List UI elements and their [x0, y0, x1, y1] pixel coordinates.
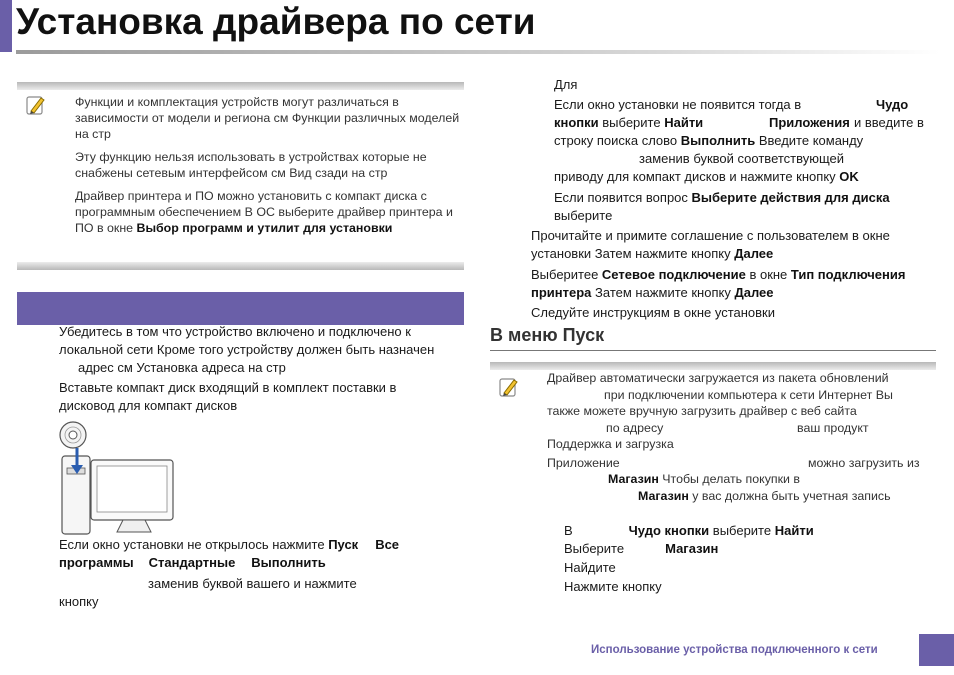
printer-label: принтера	[531, 285, 592, 300]
right-line-13: Следуйте инструкциям в окне установки	[531, 305, 775, 320]
step-1-text: В	[564, 523, 573, 538]
right-line-7	[554, 189, 890, 207]
next-label-2: Далее	[734, 285, 774, 300]
right-line-10-text: установки Затем нажмите кнопку	[531, 246, 735, 261]
note2-line-7	[608, 471, 800, 487]
note2-line-6b: можно загрузить из	[808, 456, 920, 470]
charms-label-2: кнопки	[554, 115, 599, 130]
section-header-bar	[17, 292, 464, 325]
right-line-8: выберите	[554, 208, 613, 223]
right-line-2-text: Если окно установки не появится тогда в	[554, 97, 802, 112]
note2-line-5: Поддержка и загрузка	[547, 437, 674, 451]
right-line-4	[554, 132, 863, 150]
step-2-text: Выберите	[564, 541, 625, 556]
right-line-1: Для	[554, 77, 578, 92]
left-line-4: Вставьте компакт диск входящий в комплект поставки в	[59, 380, 397, 395]
note-bottom-shade	[17, 262, 464, 270]
note2-line-6a: Приложение	[547, 456, 620, 470]
left-line-5: дисковод для компакт дисков	[59, 398, 238, 413]
left-line-2: локальной сети Кроме того устройству должен быть назначен	[59, 342, 435, 357]
title-accent-bar	[0, 0, 12, 52]
step-1-mid: выберите	[709, 523, 775, 538]
store-label-3: Магазин	[665, 541, 719, 556]
run-keyword: Выполнить	[680, 133, 756, 148]
apps-label: Приложения	[769, 115, 850, 130]
network-connection-label: Сетевое подключение	[601, 267, 746, 282]
step-line-4: Нажмите кнопку	[564, 579, 662, 594]
ok-label: OK	[839, 169, 859, 184]
left-line-1: Убедитесь в том что устройство включено и подключено к	[59, 324, 411, 339]
note-paragraph-3	[75, 188, 460, 236]
page-title: Установка драйвера по сети	[16, 1, 536, 42]
left-line-9: кнопку	[59, 594, 99, 609]
right-line-9: Прочитайте и примите соглашение с пользователем в окне	[531, 228, 890, 243]
left-line-8: заменив буквой вашего и нажмите	[148, 576, 357, 591]
right-line-11	[531, 266, 905, 284]
note-paragraph-3-text: Драйвер принтера и ПО можно установить с компакт диска с программным обеспечением В ОС выберите драйвер принтера и ПО в окне	[75, 189, 453, 235]
step-line-1	[564, 522, 814, 540]
choose-action-label: Выберите действия для диска	[691, 190, 890, 205]
left-line-3: адрес см Установка адреса на стр	[78, 360, 286, 375]
note-top-shade	[17, 82, 464, 90]
charms-label-1: Чудо	[876, 97, 909, 112]
title-divider	[16, 50, 940, 54]
note-box-driver	[490, 362, 936, 512]
right-line-6-text: приводу для компакт дисков и нажмите кнопку	[554, 169, 840, 184]
right-line-6	[554, 168, 859, 186]
find-label-2: Найти	[774, 523, 814, 538]
note-pencil-icon	[25, 94, 47, 116]
note-body	[75, 94, 460, 243]
right-line-7-text: Если появится вопрос	[554, 190, 692, 205]
right-line-2	[554, 96, 914, 114]
connection-type-label: Тип подключения	[790, 267, 906, 282]
step-line-2	[564, 540, 718, 558]
right-line-4-tail: Введите команду	[755, 133, 864, 148]
right-line-3-text: выберите	[598, 115, 665, 130]
note2-line-4b: ваш продукт	[797, 421, 869, 435]
right-line-5: заменив буквой соответствующей	[639, 151, 845, 166]
note-paragraph-1: Функции и комплектация устройств могут различаться в зависимости от модели и региона см Функции различных моделей на стр	[75, 95, 460, 141]
programs-label: программы	[59, 555, 134, 570]
all-label: Все	[375, 537, 400, 552]
note2-body	[490, 362, 936, 512]
right-line-4-text: строку поиска слово	[554, 133, 681, 148]
right-line-11-text: Выберитее	[531, 267, 602, 282]
run-label: Выполнить	[251, 555, 326, 570]
cd-insert-illustration	[55, 420, 185, 538]
right-line-10	[531, 245, 773, 263]
section-heading-start-menu: В меню Пуск	[490, 325, 605, 345]
right-line-12	[531, 284, 774, 302]
next-label-1: Далее	[734, 246, 774, 261]
charms-label-3: Чудо кнопки	[628, 523, 710, 538]
footer-section-title: Использование устройства подключенного к сети	[591, 644, 878, 656]
left-line-6	[59, 536, 399, 554]
right-line-3	[554, 114, 934, 132]
note-box-features	[17, 82, 464, 270]
left-line-7	[59, 554, 326, 572]
start-menu-label: Пуск	[328, 537, 359, 552]
right-line-3-tail: и введите в	[854, 115, 924, 130]
heading-divider	[490, 350, 936, 351]
left-line-6-text: Если окно установки не открылось нажмите	[59, 537, 329, 552]
note2-line-2: при подключении компьютера к сети Интернет Вы	[604, 388, 893, 402]
find-label: Найти	[664, 115, 704, 130]
note-paragraph-3-bold: Выбор программ и утилит для установки	[136, 221, 393, 235]
page-number-box	[919, 634, 954, 666]
right-line-12-text: Затем нажмите кнопку	[591, 285, 735, 300]
store-label-2: Магазин	[638, 489, 689, 503]
store-label-1: Магазин	[608, 472, 659, 486]
note2-line-7-text: Чтобы делать покупки в	[658, 472, 800, 486]
step-line-3: Найдите	[564, 560, 616, 575]
right-line-11-mid: в окне	[745, 267, 791, 282]
standard-label: Стандартные	[148, 555, 236, 570]
note2-line-3: также можете вручную загрузить драйвер с веб сайта	[547, 404, 857, 418]
note2-line-8	[638, 488, 891, 504]
note2-line-4a: по адресу	[606, 421, 664, 435]
note2-line-8-text: у вас должна быть учетная запись	[688, 489, 891, 503]
note-paragraph-2: Эту функцию нельзя использовать в устройствах которые не снабжены сетевым интерфейсом см Вид сзади на стр	[75, 150, 427, 180]
note2-line-1: Драйвер автоматически загружается из пакета обновлений	[547, 371, 889, 385]
